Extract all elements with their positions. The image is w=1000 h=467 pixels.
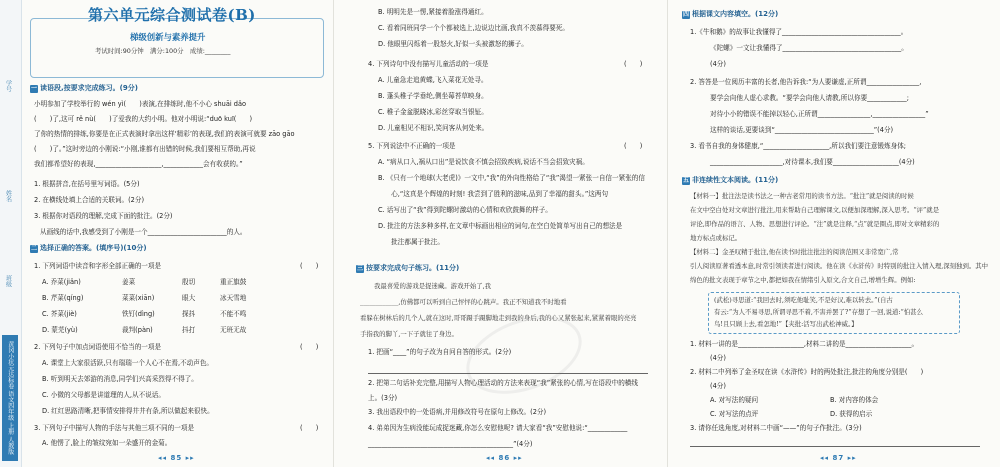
option-cell: 铁钉(dìng) (122, 310, 155, 318)
question: (4分) (710, 354, 726, 362)
passage-line: 小明参加了学校举行的 wén yì( )表演,在排练时,他不小心 shuāi dǎo (34, 100, 247, 108)
fill-line: 对待小小的错误不能掉以轻心,正所谓________________,________________” (710, 110, 929, 118)
passage-line: 我最喜爱的游戏是捉迷藏。游戏开始了,我 (374, 282, 492, 290)
option: C. 对写法的点评 (710, 410, 759, 418)
question: 1. 材料一讲的是____________________,材料二讲的是____________________。 (690, 340, 919, 348)
option: A. 课堂上大家很活跃,只有瑞瑞一个人心不在焉,不动声色。 (42, 359, 214, 367)
section-1-header (30, 84, 138, 93)
fill-line: 1.《牛和鹅》的故事让我懂得了____________________________________。 (690, 28, 908, 36)
fill-line: (4分) (710, 60, 726, 68)
binding-strip (0, 0, 22, 467)
option-cell: 眼大 (182, 294, 196, 302)
answer-paren[interactable]: ( ) (300, 424, 319, 432)
question-3-stem: 3. 下列句子中描写人物的手法与其他三项不同的一项是 (34, 424, 195, 432)
answer-paren[interactable]: ( ) (300, 343, 319, 351)
material-line: 评论,即作品的语言、人物、思想进行评论。“注”就是注释,“点”就是圈点,即对文章精彩的 (690, 220, 940, 228)
quote-line: (武松)寻思道:“我回去时,须吃他耻笑,不是好汉,难以转去。”(自古 (714, 296, 893, 304)
brand-label: 黄冈小状元达标卷 语文四年级 上册 人教版 (2, 335, 18, 461)
option: C. 小微的父母都是讲道理的人,从不说话。 (42, 391, 165, 399)
question-4-stem: 4. 下列诗句中没有描写儿童活动的一项是 (368, 60, 489, 68)
answer-line[interactable] (690, 446, 980, 447)
option: D. 红红思路清晰,把事情安排得井井有条,所以做起来很快。 (42, 407, 214, 415)
question-1-stem: 1. 下列词语中读音和字形全部正确的一项是 (34, 262, 162, 270)
question: 1. 把画“____”的句子改为自问自答的形式。(2分) (368, 348, 512, 356)
section-1-title: 读语段,按要求完成练习。(9分) (40, 84, 138, 92)
question: (4分) (710, 382, 726, 390)
question: 3. 请你任选角度,对材料二中画“——”的句子作批注。(3分) (690, 424, 862, 432)
fill-line: 要学会向他人虚心求教。“要学会向他人请教,所以你要____________; (710, 94, 909, 102)
question: 3. 我出语段中的一处语病,并用修改符号在原句上修改。(2分) (368, 408, 547, 416)
section-5-number: 五 (682, 177, 689, 184)
option-cell: 姜菜 (122, 278, 136, 286)
passage-line: 我们都希望好的表现,____________________,____________会有收获的。” (34, 160, 243, 168)
option-cell: 重正旗鼓 (220, 278, 247, 286)
option: A. 儿童急走追黄蝶,飞入菜花无处寻。 (378, 76, 488, 84)
option-cell: 探抖 (182, 310, 196, 318)
option-cell: 抖打 (182, 326, 196, 334)
section-3-number: 三 (356, 265, 363, 272)
section-4-number: 四 (682, 11, 689, 18)
page-85 (0, 0, 333, 467)
page-86 (334, 0, 667, 467)
question: ____________________________________________”(4分) (368, 440, 533, 448)
answer-line[interactable] (368, 373, 648, 374)
material-line: 在文中空白处对文章进行批注,用来帮助自己理解课文,以便加深理解,深入思考。“评”就是 (690, 206, 940, 214)
page-subtitle: 梯级创新与素养提升 (130, 32, 206, 42)
material-line: 【材料二】金圣叹精于批注,他在读书时批注批注的阅读范围又非常宽广,常 (690, 248, 899, 256)
section-3-header (356, 264, 459, 273)
section-2-title: 选择正确的答案。(填序号)(10分) (40, 244, 147, 252)
option: C. 稚子金盆脱晓冰,彩丝穿取当银钲。 (378, 108, 488, 116)
passage-line: 看躲在树林后的几个人,就在这时,哥哥蹑手蹑脚地走到我的身后,我的心又紧张起来,紧紧着眼的亮亮 (360, 314, 637, 322)
material-line: 引人阅读原著看透本意,时常引领读者进行阅读。他在读《水浒传》时特别的批注入情入理,深刻独到。其中 (690, 262, 989, 270)
question: 4. 弟弟因为生病没能玩成捉迷藏,你怎么安慰他呢? 请大家看“我”安慰他说:“____________ (368, 424, 628, 432)
answer-paren[interactable]: ( ) (624, 142, 643, 150)
section-4-header (682, 10, 778, 19)
question-5-stem: 5. 下列说法中不正确的一项是 (368, 142, 456, 150)
passage-line: ____________,仿佛都可以听到自己怦怦的心跳声。我正不知道我不时地看 (360, 298, 567, 306)
option: 心,“这真是个辉煌的时刻! 我尝到了胜利的滋味,品到了幸福的甜头。”这两句 (378, 190, 609, 198)
option-cell: 冰天雪地 (220, 294, 247, 302)
option: A. “病从口入,祸从口出”是说饮食不慎会招致疾病,说话不当会招致灾祸。 (378, 158, 589, 166)
option-cell: B. 芹菜(qíng) (42, 294, 84, 302)
xingming-label: 姓名 (4, 190, 12, 202)
option-cell: 不能不鸣 (220, 310, 247, 318)
question-2-stem: 2. 下列句子中加点词语使用不恰当的一项是 (34, 343, 162, 351)
option: D. 他眼里闪烁着一股怒火,好似一头被激怒的狮子。 (378, 40, 528, 48)
option: B. 听到明天去郊游的消息,同学们兴高采烈得不得了。 (42, 375, 198, 383)
option: B. 明明先是一愣,紧接着脸涨得通红。 (378, 8, 488, 16)
option: A. 他愣了,脸上的皱纹宛如一朵盛开的金菊。 (42, 439, 172, 447)
passage-line: ( )了,这可 rě nù( )了爱我的大约小明。他对小明说:“duō kuī( ) (34, 115, 253, 123)
passage-line: ( )了。”这时旁边的小刚说:“小刚,谁都有出错的时候,我们要相互帮助,再说 (34, 145, 256, 153)
material-line: 绵色的批文表现于章节之中,都把如我在情绪引入原文,合文自己,增增生辉。例如: (690, 276, 916, 284)
option-cell: 菜菜(xiān) (122, 294, 155, 302)
material-line: 地方标点或标记。 (690, 234, 742, 242)
section-4-title: 根据课文内容填空。(12分) (692, 10, 779, 18)
passage-line: 手指我的脚丫,一下子就往了身边。 (360, 330, 458, 338)
option: D. 获得的启示 (830, 410, 873, 418)
answer-paren[interactable]: ( ) (300, 262, 319, 270)
fill-line: ______________________,对待课本,我们要____________________(4分) (710, 158, 915, 166)
passage-line: 了你的热情的排练,你要是在正式表演时拿出这样‘精彩’的表现,我们的表演可就要 zāo gāo (34, 130, 295, 138)
option-cell: D. 蒙芫(yù) (42, 326, 78, 334)
option-cell: C. 芥菜(jiè) (42, 310, 77, 318)
question: 2. 把第二句话补充完整,用描写人物心理活动的方法来表现“我”紧张的心情,写在语段中的横线 (368, 379, 638, 387)
section-3-title: 按要求完成句子练习。(11分) (366, 264, 460, 272)
section-5-title: 非连续性文本阅读。(11分) (692, 176, 779, 184)
option-cell: 殷切 (182, 278, 196, 286)
question: 2. 在横线处填上合适的关联词。(2分) (34, 196, 145, 204)
section-2-header (30, 244, 147, 253)
section-5-header (682, 176, 778, 185)
section-1-number: 一 (30, 85, 37, 92)
option: 批注都属于批注。 (378, 238, 444, 246)
page-87 (668, 0, 1000, 467)
fill-line: 这样的谈话,更要谈到“______________________________”(4分) (710, 126, 894, 134)
option: D. 儿童相见不相识,笑问客从何处来。 (378, 124, 489, 132)
fill-line: 3. 看书自我的身体健康,“____________________,所以我们要注意锻炼身体; (690, 142, 907, 150)
page-number: ◂◂ 85 ▸▸ (158, 454, 195, 463)
quote-line: 有云:“为人不易寻思,所谓寻思不着,不害并罢了?”存想了一回,说道:“怕甚么 (714, 308, 923, 316)
page-number: ◂◂ 86 ▸▸ (486, 454, 523, 463)
option: D. 批注的方法多种多样,在文章中标画出相应的词句,在空白处简单写出自己的想法是 (378, 222, 623, 230)
page-title: 第六单元综合测试卷(B) (88, 6, 256, 24)
question: 3. 根据你对语段的理解,完成下面的批注。(2分) (34, 212, 173, 220)
fill-line: 2. 答答是一位阅历丰富的长者,他告诉我:“为人要谦虚,正所谓________________, (690, 78, 922, 86)
answer-paren[interactable]: ( ) (624, 60, 643, 68)
option: B. 《只有一个地球(大老虎)》一文中,“我”的外向性格给了“我”渴望一紧张一自信一紧张的信 (378, 174, 645, 182)
question: 1. 根据拼音,在括号里写词语。(5分) (34, 180, 140, 188)
section-2-number: 二 (30, 245, 37, 252)
option-cell: 无班无故 (220, 326, 247, 334)
quote-line: 鸟!且只顾上去,看怎地!”【夹批:活写出武松神威。】 (714, 320, 858, 328)
option-cell: A. 乔菜(jiǎn) (42, 278, 81, 286)
option: C. 看着同班同学一个个都被选上,边说边比画,我真不羡慕得要死。 (378, 24, 570, 32)
fill-line: 《陀螺》一文让我懂得了____________________________________。 (710, 44, 908, 52)
option: B. 对内容的体会 (830, 396, 879, 404)
exam-info: 考试时间:90分钟 满分:100分 成绩:________ (95, 47, 231, 55)
option-cell: 裁判(pàn) (122, 326, 153, 334)
question: 2. 材料二中列举了金圣叹在读《水浒传》时的两处批注,批注的角度分别是( ) (690, 368, 924, 376)
xuehao-label: 学号 (4, 80, 12, 92)
option: B. 蓬头稚子学垂纶,侧坐莓苔草映身。 (378, 92, 488, 100)
option: C. 话写出了“我”得到陀螺时激动的心情和欢欣鼓舞的样子。 (378, 206, 552, 214)
question-fill-line: 从画线的话中,我感受到了小刚是一个________________________的人。 (40, 228, 247, 236)
option: A. 对写法的疑问 (710, 396, 759, 404)
banji-label: 班级 (4, 275, 12, 287)
material-line: 【材料一】批注法是读书法之一种古老常用的读书方法。“批注”就是阅读的时候 (690, 192, 914, 200)
question: 上。(3分) (368, 394, 398, 402)
page-number: ◂◂ 87 ▸▸ (820, 454, 857, 463)
